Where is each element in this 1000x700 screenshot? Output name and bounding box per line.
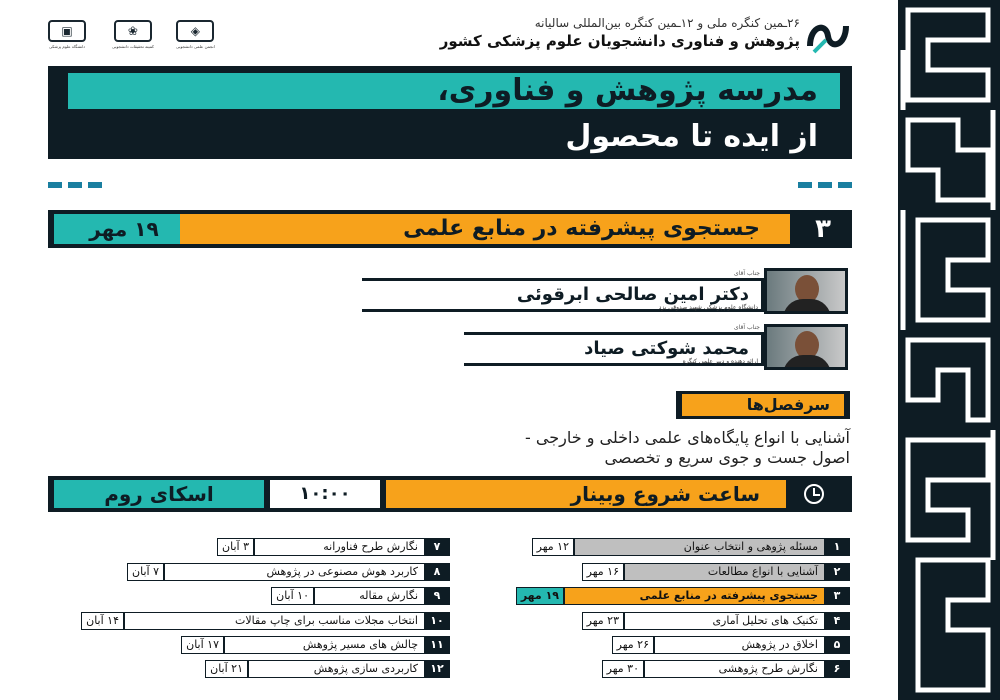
schedule-row-2: [556, 563, 850, 581]
schedule-row-4: [550, 612, 850, 630]
page-title-line2: از ایده تا محصول: [565, 119, 818, 154]
row-date: ۲۱ آبان: [205, 660, 248, 678]
university-logo-icon: ▣: [48, 20, 86, 42]
kufic-pattern-graphic: [898, 0, 1000, 700]
row-title: انتخاب مجلات مناسب برای چاپ مقالات: [124, 612, 424, 630]
row-number: ۱۲: [424, 660, 450, 678]
logo-2-caption: کمیته تحقیقات دانشجویی: [112, 44, 154, 49]
row-title: اخلاق در پژوهش: [654, 636, 824, 654]
row-number: ۵: [824, 636, 850, 654]
row-number: ۶: [824, 660, 850, 678]
logo-1-caption: دانشگاه علوم پزشکی: [48, 44, 86, 49]
row-date: ۱۶ مهر: [582, 563, 624, 581]
schedule-row-10: [46, 612, 450, 630]
logo-2: [112, 20, 154, 50]
page-title-line1: مدرسه پژوهش و فناوری،: [437, 73, 818, 108]
row-date: ۱۰ آبان: [271, 587, 314, 605]
logo-1: [48, 20, 86, 50]
row-title: نگارش طرح پژوهشی: [644, 660, 824, 678]
congress-subtitle: ۲۶ـمین کنگره ملی و ۱۲ـمین کنگره بین‌المللی سالیانه: [534, 16, 800, 30]
row-number: ۱۰: [424, 612, 450, 630]
row-number: ۸: [424, 563, 450, 581]
speaker-1-honorific: جناب آقای: [734, 270, 760, 277]
row-number: ۹: [424, 587, 450, 605]
congress-title: پژوهش و فناوری دانشجویان علوم پزشکی کشور: [439, 32, 800, 50]
platform-name: اسکای روم: [54, 480, 264, 508]
row-date: ۷ آبان: [127, 563, 164, 581]
row-date: ۲۳ مهر: [582, 612, 624, 630]
session-number: ۳: [815, 214, 831, 244]
row-title: نگارش مقاله: [314, 587, 424, 605]
schedule-row-11: [144, 636, 450, 654]
session-bar: [48, 210, 852, 248]
schedule-row-3: [486, 587, 850, 605]
clock-icon: [804, 484, 824, 504]
chapters-heading: سرفصل‌ها: [682, 394, 844, 416]
research-committee-logo-icon: ❀: [114, 20, 152, 42]
schedule-row-8: [90, 563, 450, 581]
row-date: ۱۷ آبان: [181, 636, 224, 654]
schedule-row-5: [580, 636, 850, 654]
speaker-2-photo: [764, 324, 848, 370]
session-topic: جستجوی پیشرفته در منابع علمی: [180, 214, 790, 244]
row-number: ۱: [824, 538, 850, 556]
row-title: مسئله پژوهی و انتخاب عنوان: [574, 538, 824, 556]
row-date: ۱۴ آبان: [81, 612, 124, 630]
row-title: نگارش طرح فناورانه: [254, 538, 424, 556]
row-date: ۱۲ مهر: [532, 538, 574, 556]
logo-3: [176, 20, 215, 50]
divider-dots-right: [798, 182, 852, 188]
row-date: ۱۹ مهر: [516, 587, 564, 605]
speaker-1-photo: [764, 268, 848, 314]
row-title: کاربرد هوش مصنوعی در پژوهش: [164, 563, 424, 581]
speaker-1-affiliation: دانشگاه علوم پزشکی شهید صدوقی یزد: [658, 304, 758, 311]
row-date: ۲۶ مهر: [612, 636, 654, 654]
session-date: ۱۹ مهر: [54, 214, 194, 244]
schedule-row-1: [496, 538, 850, 556]
decorative-pattern: [898, 0, 1000, 700]
row-number: ۳: [824, 587, 850, 605]
row-date: ۳ آبان: [217, 538, 254, 556]
row-number: ۱۱: [424, 636, 450, 654]
speaker-1-name: دکتر امین صالحی ابرقوئی: [362, 278, 764, 312]
schedule-row-6: [568, 660, 850, 678]
speaker-2-name: محمد شوکتی صیاد: [464, 332, 764, 366]
speaker-2-affiliation: ارائه دهنده و دبیر علمی کنگره: [682, 358, 758, 365]
chapters-heading-box: [676, 391, 850, 419]
start-time: ۱۰:۰۰: [270, 480, 380, 508]
chapter-item-2: اصول جست و جوی سریع و تخصصی: [604, 448, 850, 467]
row-number: ۷: [424, 538, 450, 556]
title-banner-top: [48, 66, 852, 115]
schedule-row-7: [180, 538, 450, 556]
row-title: تکنیک های تحلیل آماری: [624, 612, 824, 630]
schedule-row-12: [176, 660, 450, 678]
row-number: ۴: [824, 612, 850, 630]
title-banner-bottom: [48, 115, 852, 159]
divider-dots-left: [48, 182, 102, 188]
row-title: آشنایی با انواع مطالعات: [624, 563, 824, 581]
congress-logo-icon: [806, 16, 850, 56]
row-date: ۳۰ مهر: [602, 660, 644, 678]
chapter-item-1: آشنایی با انواع پایگاه‌های علمی داخلی و خارجی -: [525, 428, 850, 447]
row-title: چالش های مسیر پژوهش: [224, 636, 424, 654]
start-time-label: ساعت شروع وبینار: [386, 480, 786, 508]
start-time-bar: [48, 476, 852, 512]
logo-3-caption: انجمن علمی دانشجویی: [176, 44, 215, 49]
row-title: کاربردی سازی پژوهش: [248, 660, 424, 678]
row-title: جستجوی پیشرفته در منابع علمی: [564, 587, 824, 605]
schedule-row-9: [240, 587, 450, 605]
speaker-2-honorific: جناب آقای: [734, 324, 760, 331]
row-number: ۲: [824, 563, 850, 581]
student-association-logo-icon: ◈: [176, 20, 214, 42]
